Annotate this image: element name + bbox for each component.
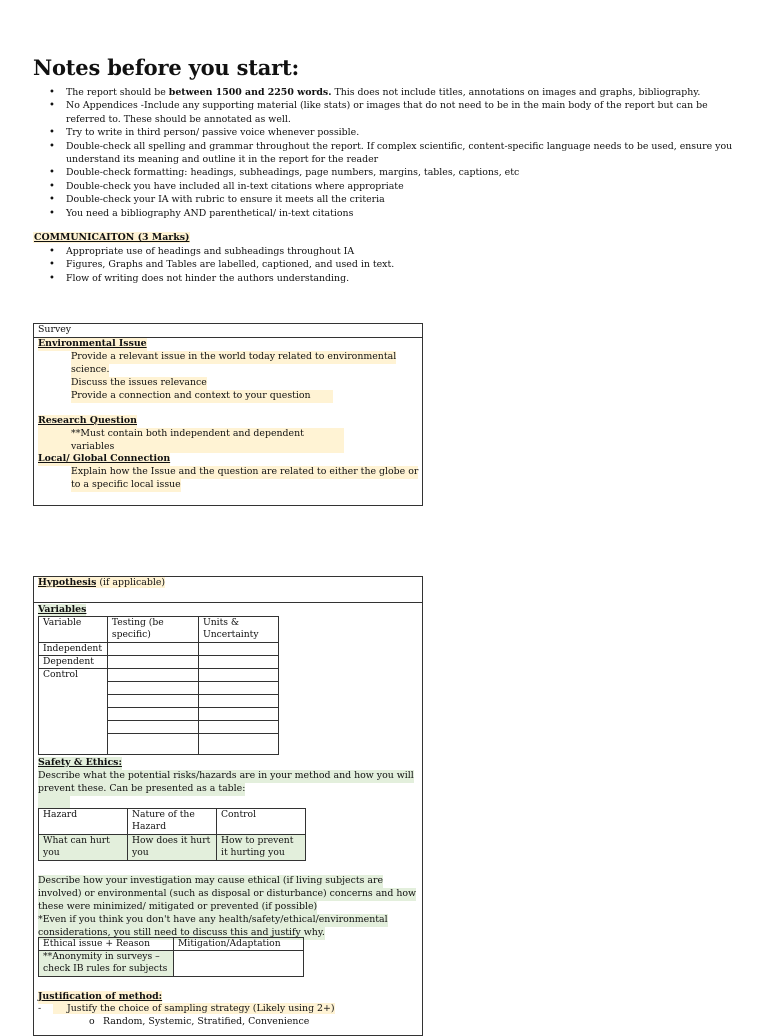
variables-heading: Variables <box>38 604 87 615</box>
env-line: Discuss the issues relevance <box>71 377 207 388</box>
table-cell: Dependent <box>39 656 108 669</box>
table-header: Testing (be specific) <box>107 617 198 643</box>
notes-list <box>33 86 738 220</box>
ethics-table <box>38 937 304 977</box>
table-header: Units & Uncertainty <box>199 617 279 643</box>
note-item: • Double-check all spelling and grammar throughout the report. If complex scientific, content-specific language needs to be used, ensure you understand its meaning and outline it in the report for the reader <box>33 140 738 167</box>
table-cell: Independent <box>39 643 108 656</box>
safety-line: Describe what the potential risks/hazards are in your method and how you will <box>38 770 414 781</box>
table-header: Control <box>217 809 306 835</box>
safety-line: prevent these. Can be presented as a table: <box>38 783 246 794</box>
communication-item: • Flow of writing does not hinder the authors understanding. <box>33 272 738 285</box>
highlight-block <box>38 796 70 808</box>
communication-heading: COMMUNICAITON (3 Marks) <box>34 232 190 243</box>
env-line: Provide a relevant issue in the world today related to environmental <box>71 351 397 362</box>
table-cell: How to prevent it hurting you <box>217 835 306 861</box>
local-global-heading: Local/ Global Connection <box>38 453 171 464</box>
ethics-line: Describe how your investigation may cause ethical (if living subjects are <box>38 875 384 886</box>
table-cell: What can hurt you <box>39 835 128 861</box>
variables-table <box>38 616 279 755</box>
note-item: • Try to write in third person/ passive voice whenever possible. <box>33 126 738 139</box>
justification-heading: Justification of method: <box>38 991 163 1002</box>
note-item: • You need a bibliography AND parenthetical/ in-text citations <box>33 207 738 220</box>
ethics-line: considerations, you still need to discuss this and justify why. <box>38 927 325 938</box>
env-line: science. <box>71 364 110 375</box>
note-item: • The report should be between 1500 and 2250 words. This does not include titles, annotations on images and graphs, bibliography. <box>33 86 738 99</box>
table-header: Nature of the Hazard <box>128 809 217 835</box>
table-cell: How does it hurt you <box>128 835 217 861</box>
note-item: • No Appendices -Include any supporting material (like stats) or images that do not need to be in the main body of the report but can be referred to. These should be annotated as well. <box>33 99 738 126</box>
ethics-line: these were minimized/ mitigated or prevented (if possible) <box>38 901 318 912</box>
divider <box>34 602 422 603</box>
note-item: • Double-check you have included all in-text citations where appropriate <box>33 180 738 193</box>
ethics-line: involved) or environmental (such as disposal or disturbance) concerns and how <box>38 888 417 899</box>
hypothesis-heading: Hypothesis <box>38 577 97 588</box>
list-item: o Random, Systemic, Stratified, Convenience <box>89 1016 310 1027</box>
table-cell <box>174 951 304 977</box>
note-item: • Double-check formatting: headings, subheadings, page numbers, margins, tables, captions, etc <box>33 166 738 179</box>
survey-label: Survey <box>34 324 422 338</box>
hazard-table <box>38 808 306 861</box>
rq-line: **Must contain both independent and dependent variables <box>38 428 344 453</box>
table-header: Variable <box>39 617 108 643</box>
list-item: - Justify the choice of sampling strategy (Likely using 2+) <box>38 1003 335 1014</box>
lg-line: Explain how the Issue and the question are related to either the globe or <box>71 466 419 477</box>
communication-item: • Appropriate use of headings and subheadings throughout IA <box>33 245 738 258</box>
safety-heading: Safety & Ethics: <box>38 757 122 768</box>
page-title: Notes before you start: <box>33 55 300 80</box>
table-header: Ethical issue + Reason <box>39 938 174 951</box>
table-cell: **Anonymity in surveys – check IB rules for subjects <box>39 951 174 977</box>
environmental-issue-heading: Environmental Issue <box>38 338 147 349</box>
research-question-heading: Research Question <box>38 415 137 426</box>
justification-list <box>38 1002 335 1028</box>
ethics-line: *Even if you think you don't have any health/safety/ethical/environmental <box>38 914 388 925</box>
table-header: Hazard <box>39 809 128 835</box>
hypothesis-line: Hypothesis (if applicable) <box>38 577 166 588</box>
communication-item: • Figures, Graphs and Tables are labelled, captioned, and used in text. <box>33 258 738 271</box>
communication-list <box>33 245 738 285</box>
env-line: Provide a connection and context to your question <box>71 390 333 403</box>
table-cell: Control <box>39 669 108 755</box>
lg-line: to a specific local issue <box>71 479 181 490</box>
table-header: Mitigation/Adaptation <box>174 938 304 951</box>
note-item: • Double-check your IA with rubric to ensure it meets all the criteria <box>33 193 738 206</box>
survey-box <box>33 323 423 506</box>
